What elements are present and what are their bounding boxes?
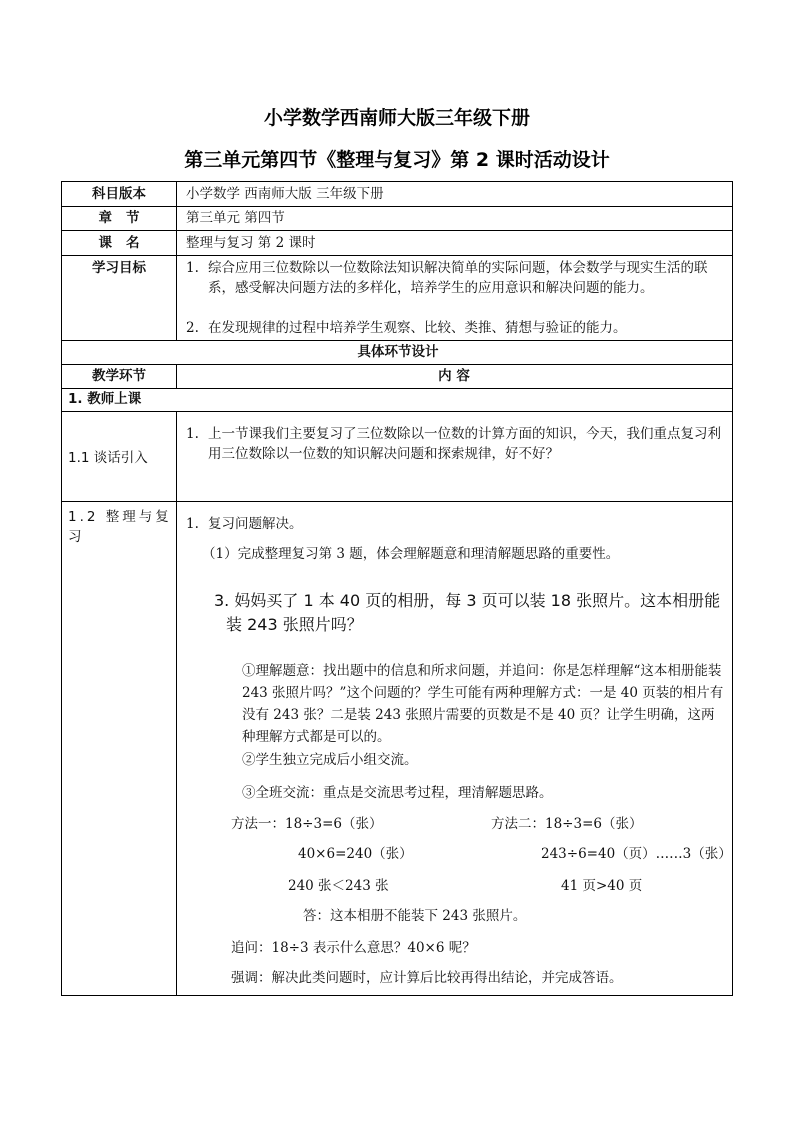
value-chapter: 第三单元 第四节 bbox=[186, 210, 285, 226]
goal-text: 综合应用三位数除以一位数除法知识解决简单的实际问题，体会数学与现实生活的联系，感受解决问题方法的多样化，培养学生的应用意识和解决问题的能力。 bbox=[208, 260, 708, 296]
intro-number: 1. bbox=[186, 426, 199, 442]
goal-number: 2. bbox=[186, 320, 199, 336]
method2-line1: 方法二：18÷3=6（张） bbox=[491, 816, 643, 832]
row-divider bbox=[62, 206, 732, 207]
review-sub-item: （1）完成整理复习第 3 题，体会理解题意和理清解题思路的重要性。 bbox=[202, 546, 620, 562]
label-intro-talk: 1.1 谈话引入 bbox=[68, 450, 148, 466]
row-divider bbox=[62, 340, 732, 341]
document-title: 小学数学西南师大版三年级下册 bbox=[263, 107, 530, 129]
followup-question: 追问：18÷3 表示什么意思？40×6 呢？ bbox=[231, 940, 476, 956]
column-divider bbox=[176, 182, 177, 340]
label-review: 1.2 整理与复习 bbox=[68, 509, 172, 545]
method1-line2: 40×6=240（张） bbox=[298, 846, 413, 862]
step-understand: ①理解题意：找出题中的信息和所求问题，并追问：你是怎样理解“这本相册能装 243 张照片吗？”这个问题的？学生可能有两种理解方式：一是 40 页装的相片有没有 243 张？二是装 243 张照片需要的页数是不是 40 页？让学生明确，这两种理解方式都是可以的。 bbox=[242, 663, 724, 745]
emphasis-note: 强调：解决此类问题时，应计算后比较再得出结论，并完成答语。 bbox=[231, 970, 623, 986]
method2-line2: 243÷6=40（页）……3（张） bbox=[541, 846, 732, 862]
goal-text: 在发现规律的过程中培养学生观察、比较、类推、猜想与验证的能力。 bbox=[208, 320, 627, 336]
document-subtitle: 第三单元第四节《整理与复习》第 2 课时活动设计 bbox=[184, 149, 610, 171]
row-divider bbox=[62, 388, 732, 389]
label-subject-version: 科目版本 bbox=[92, 186, 146, 202]
section-teacher-class: 1. 教师上课 bbox=[68, 391, 142, 407]
textbook-problem: 3. 妈妈买了 1 本 40 页的相册，每 3 页可以装 18 张照片。这本相册能装 243 张照片吗？ bbox=[214, 591, 721, 634]
answer-line: 答：这本相册不能装下 243 张照片。 bbox=[303, 908, 527, 924]
row-divider bbox=[62, 411, 732, 412]
step-class-share: ③全班交流：重点是交流思考过程，理清解题思路。 bbox=[242, 785, 553, 801]
col-header-content: 内 容 bbox=[438, 368, 470, 384]
value-subject-version: 小学数学 西南师大版 三年级下册 bbox=[186, 186, 384, 202]
step-independent: ②学生独立完成后小组交流。 bbox=[242, 752, 418, 768]
row-divider bbox=[62, 501, 732, 502]
row-divider bbox=[62, 230, 732, 231]
review-item-number: 1. bbox=[186, 516, 199, 532]
method1-line1: 方法一：18÷3=6（张） bbox=[231, 816, 383, 832]
intro-text: 上一节课我们主要复习了三位数除以一位数的计算方面的知识，今天，我们重点复习利用三位数除以一位数的知识解决问题和探索规律，好不好？ bbox=[208, 426, 721, 462]
value-lesson-name: 整理与复习 第 2 课时 bbox=[186, 235, 316, 251]
section-header: 具体环节设计 bbox=[357, 344, 439, 360]
col-header-stage: 教学环节 bbox=[92, 368, 146, 384]
row-divider bbox=[62, 255, 732, 256]
label-chapter: 章节 bbox=[98, 210, 154, 226]
method1-line3: 240 张＜243 张 bbox=[288, 878, 389, 894]
label-lesson-name: 课名 bbox=[98, 235, 154, 251]
lesson-table bbox=[61, 181, 733, 996]
row-divider bbox=[62, 364, 732, 365]
review-item-text: 复习问题解决。 bbox=[208, 516, 303, 532]
goal-number: 1. bbox=[186, 260, 199, 276]
method2-line3: 41 页>40 页 bbox=[561, 878, 643, 894]
column-divider bbox=[176, 411, 177, 996]
label-learning-goals: 学习目标 bbox=[92, 260, 146, 276]
